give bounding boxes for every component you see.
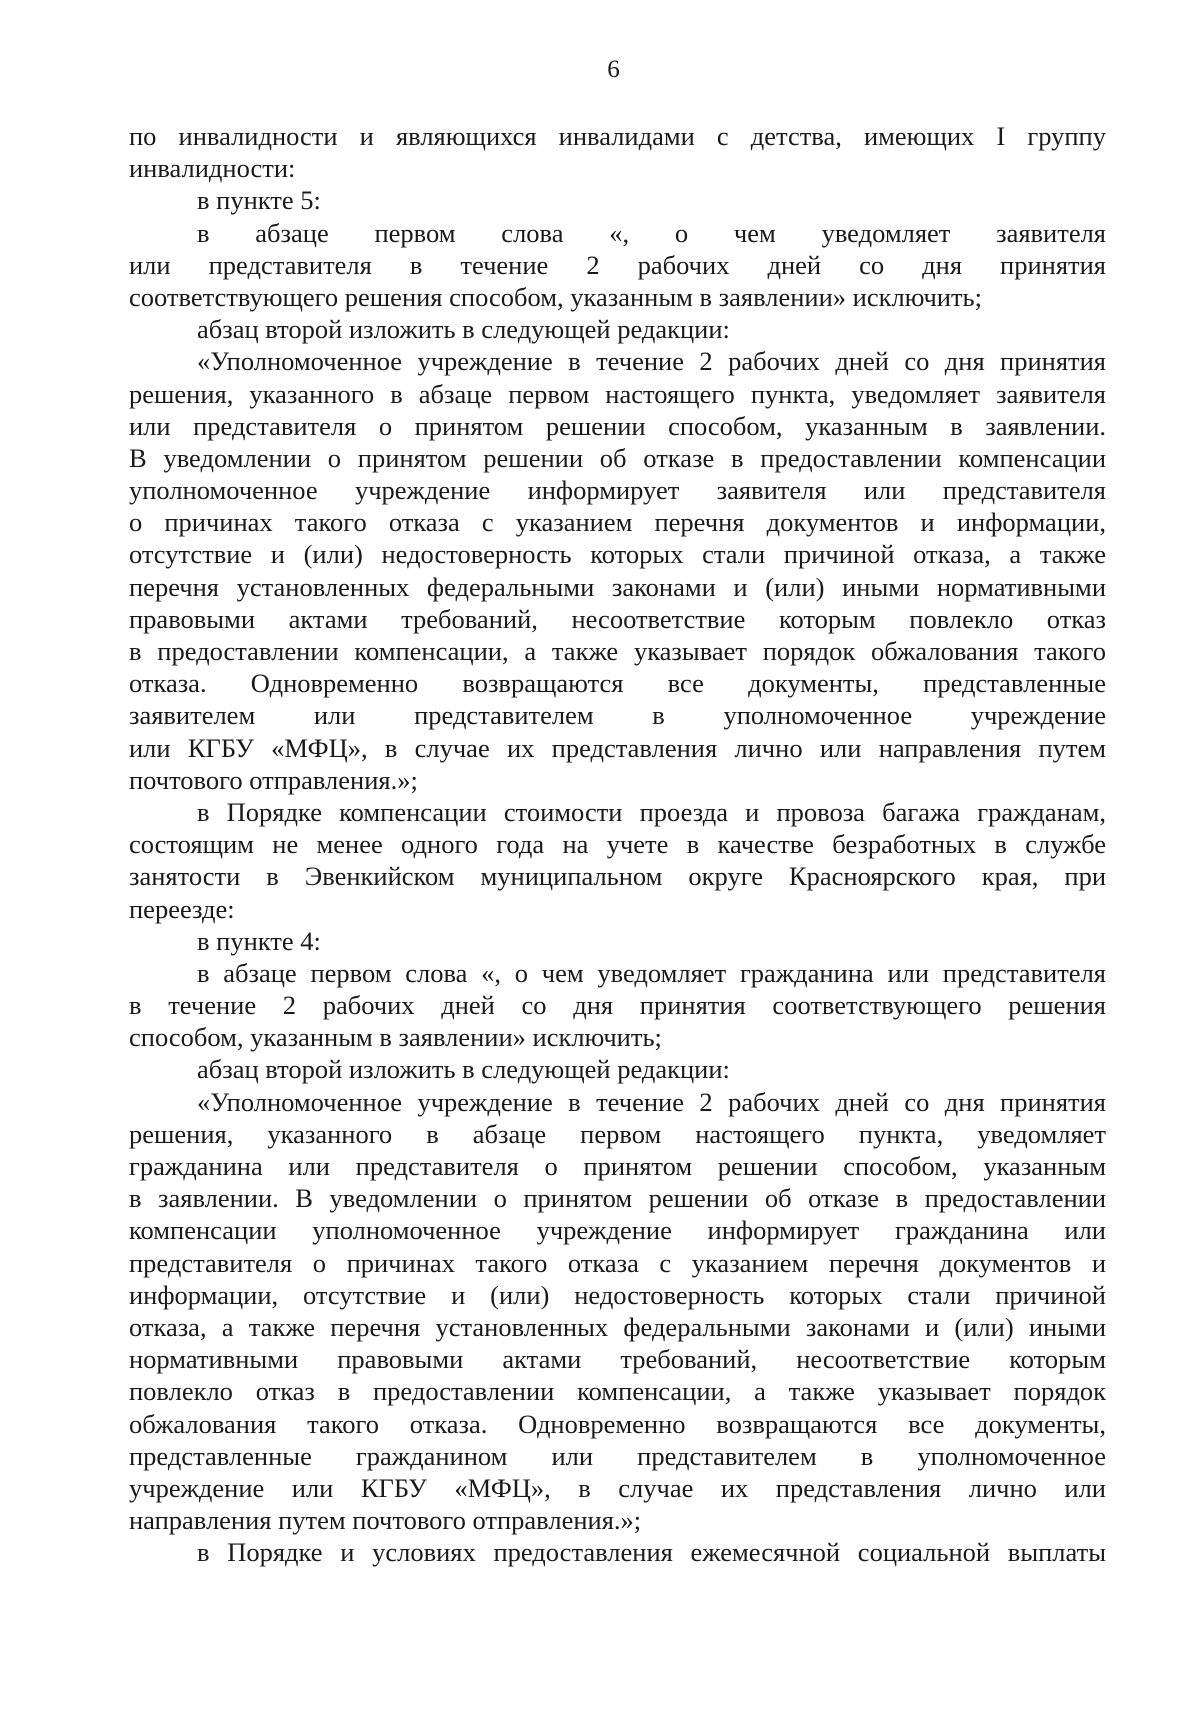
text-line: учреждение или КГБУ «МФЦ», в случае их представления лично или: [129, 1472, 1106, 1503]
text-line: решения, указанного в абзаце первом настоящего пункта, уведомляет: [129, 1118, 1106, 1149]
text-line: о причинах такого отказа с указанием перечня документов и информации,: [129, 507, 1106, 538]
text-line: или КГБУ «МФЦ», в случае их представления лично или направления путем: [129, 732, 1106, 763]
text-line: соответствующего решения способом, указанным в заявлении» исключить;: [129, 281, 983, 312]
text-line: состоящим не менее одного года на учете в качестве безработных в службе: [129, 829, 1106, 860]
text-line: обжалования такого отказа. Одновременно возвращаются все документы,: [129, 1408, 1106, 1439]
text-line: переезде:: [129, 893, 235, 924]
text-line: информации, отсутствие и (или) недостоверность которых стали причиной: [129, 1279, 1106, 1310]
text-line: В уведомлении о принятом решении об отказе в предоставлении компенсации: [129, 442, 1106, 473]
text-line: гражданина или представителя о принятом решении способом, указанным: [129, 1151, 1106, 1181]
text-line: или представителя о принятом решении способом, указанным в заявлении.: [129, 410, 1106, 441]
text-line: «Уполномоченное учреждение в течение 2 рабочих дней со дня принятия: [197, 346, 1106, 377]
text-line: или представителя в течение 2 рабочих дней со дня принятия: [129, 249, 1106, 280]
text-line: уполномоченное учреждение информирует заявителя или представителя: [129, 475, 1106, 506]
text-line: в предоставлении компенсации, а также указывает порядок обжалования такого: [129, 636, 1106, 666]
text-line: по инвалидности и являющихся инвалидами с детства, имеющих I группу: [129, 121, 1106, 151]
document-body: [129, 120, 1106, 1568]
text-line: в абзаце первом слова «, о чем уведомляет гражданина или представителя: [197, 957, 1106, 988]
text-line: абзац второй изложить в следующей редакции:: [197, 314, 730, 345]
text-line: абзац второй изложить в следующей редакции:: [197, 1054, 730, 1085]
text-line: правовыми актами требований, несоответствие которым повлекло отказ: [129, 603, 1106, 634]
text-line: отказа. Одновременно возвращаются все документы, представленные: [129, 668, 1106, 699]
text-line: в пункте 4:: [197, 925, 321, 956]
text-line: направления путем почтового отправления.»;: [129, 1505, 642, 1536]
text-line: нормативными правовыми актами требований, несоответствие которым: [129, 1344, 1106, 1375]
text-line: представленные гражданином или представителем в уполномоченное: [129, 1440, 1106, 1471]
text-line: отсутствие и (или) недостоверность которых стали причиной отказа, а также: [129, 539, 1106, 570]
text-line: в заявлении. В уведомлении о принятом решении об отказе в предоставлении: [129, 1183, 1106, 1214]
text-line: почтового отправления.»;: [129, 764, 418, 795]
text-line: решения, указанного в абзаце первом настоящего пункта, уведомляет заявителя: [129, 378, 1106, 409]
text-line: отказа, а также перечня установленных федеральными законами и (или) иными: [129, 1311, 1106, 1342]
text-line: перечня установленных федеральными законами и (или) иными нормативными: [129, 571, 1106, 602]
text-line: в Порядке и условиях предоставления ежемесячной социальной выплаты: [197, 1537, 1106, 1568]
text-line: в пункте 5:: [197, 185, 321, 216]
page-number: 6: [607, 56, 620, 83]
text-line: заявителем или представителем в уполномоченное учреждение: [129, 700, 1106, 731]
text-line: занятости в Эвенкийском муниципальном округе Красноярского края, при: [129, 861, 1106, 892]
text-line: в абзаце первом слова «, о чем уведомляет заявителя: [197, 217, 1106, 248]
text-line: компенсации уполномоченное учреждение информирует гражданина или: [129, 1215, 1106, 1246]
text-line: представителя о причинах такого отказа с указанием перечня документов и: [129, 1247, 1106, 1278]
text-line: «Уполномоченное учреждение в течение 2 рабочих дней со дня принятия: [197, 1086, 1106, 1117]
text-line: инвалидности:: [129, 153, 296, 184]
text-line: в течение 2 рабочих дней со дня принятия соответствующего решения: [129, 990, 1106, 1021]
text-line: в Порядке компенсации стоимости проезда и провоза багажа гражданам,: [197, 796, 1106, 827]
text-line: способом, указанным в заявлении» исключить;: [129, 1022, 662, 1053]
text-line: повлекло отказ в предоставлении компенсации, а также указывает порядок: [129, 1376, 1106, 1407]
